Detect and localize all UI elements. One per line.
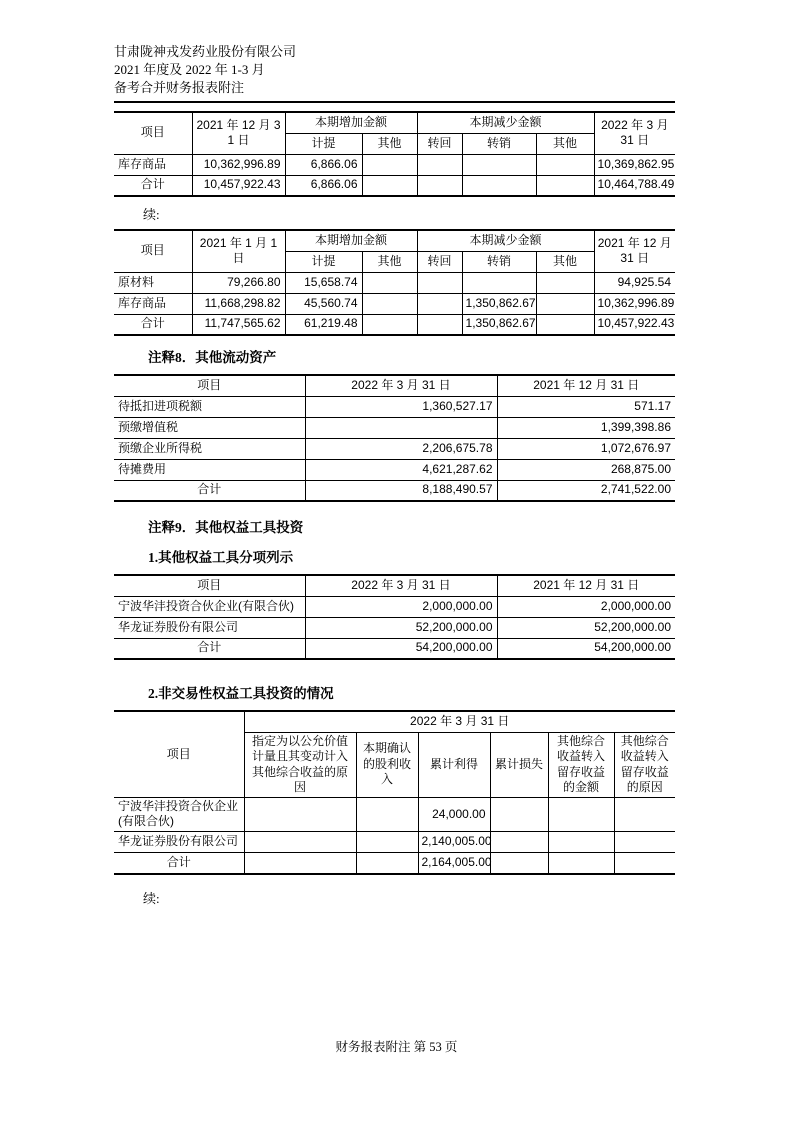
- value-cell: [614, 853, 675, 874]
- value-cell: 15,658.74: [285, 272, 362, 293]
- page-content: [114, 43, 675, 907]
- value-cell: [490, 853, 548, 874]
- table-row: [114, 396, 675, 417]
- value-cell: [417, 272, 462, 293]
- value-cell: [490, 832, 548, 853]
- value-cell: [244, 797, 356, 831]
- header-cell-other: 其他: [362, 251, 417, 272]
- header-cell-oci-reason: 其他综合收益转入留存收益的原因: [614, 732, 675, 797]
- header-cell-increase: 本期增加金额: [285, 112, 417, 133]
- total-label-cell: 合计: [114, 638, 305, 659]
- table-row: [114, 797, 675, 831]
- value-cell: 52,200,000.00: [497, 617, 675, 638]
- value-cell: [362, 154, 417, 175]
- value-cell: [548, 797, 614, 831]
- value-cell: [536, 175, 594, 196]
- table-row: [114, 617, 675, 638]
- value-cell: [362, 175, 417, 196]
- value-cell: 1,072,676.97: [497, 438, 675, 459]
- header-cell-prior: 2021 年 12 月 31 日: [497, 375, 675, 396]
- value-cell: [244, 832, 356, 853]
- table-row: [114, 832, 675, 853]
- header-cell-gain: 累计利得: [418, 732, 490, 797]
- header-cell-closing: 2022 年 3 月 31 日: [594, 112, 675, 154]
- value-cell: 6,866.06: [285, 175, 362, 196]
- header-cell-other: 其他: [536, 251, 594, 272]
- value-cell: [548, 832, 614, 853]
- value-cell: 61,219.48: [285, 314, 362, 335]
- value-cell: [548, 853, 614, 874]
- header-cell-opening: 2021 年 12 月 31 日: [192, 112, 285, 154]
- item-cell: 预缴企业所得税: [114, 438, 305, 459]
- header-cell-designation-reason: 指定为以公允价值计量且其变动计入其他综合收益的原因: [244, 732, 356, 797]
- table-row: [114, 438, 675, 459]
- value-cell: 24,000.00: [418, 797, 490, 831]
- value-cell: [536, 154, 594, 175]
- header-cell-reversal: 转回: [417, 251, 462, 272]
- value-cell: [462, 272, 536, 293]
- header-cell-item: 项目: [114, 112, 192, 154]
- value-cell: [356, 797, 418, 831]
- total-label-cell: 合计: [114, 853, 244, 874]
- table-row: [114, 272, 675, 293]
- header-cell-accrual: 计提: [285, 251, 362, 272]
- value-cell: 1,399,398.86: [497, 417, 675, 438]
- value-cell: 52,200,000.00: [305, 617, 497, 638]
- header-cell-item: 项目: [114, 711, 244, 797]
- table-header-row: [114, 230, 675, 251]
- value-cell: 2,741,522.00: [497, 480, 675, 501]
- value-cell: 10,362,996.89: [192, 154, 285, 175]
- note9-sub2-heading: 2.非交易性权益工具投资的情况: [148, 686, 334, 701]
- header-cell-item: 项目: [114, 375, 305, 396]
- item-cell: 预缴增值税: [114, 417, 305, 438]
- note9-heading: 注释9．其他权益工具投资: [148, 520, 304, 535]
- item-cell: 库存商品: [114, 154, 192, 175]
- value-cell: 11,668,298.82: [192, 293, 285, 314]
- value-cell: 571.17: [497, 396, 675, 417]
- value-cell: 2,000,000.00: [305, 596, 497, 617]
- table-row: [114, 293, 675, 314]
- total-label-cell: 合计: [114, 175, 192, 196]
- header-cell-prior: 2021 年 12 月 31 日: [497, 575, 675, 596]
- value-cell: [362, 314, 417, 335]
- inventory-provision-table-current: [114, 111, 675, 197]
- note8-heading: 注释8．其他流动资产: [148, 350, 277, 365]
- header-cell-accrual: 计提: [285, 133, 362, 154]
- page-footer: 财务报表附注 第 53 页: [335, 1040, 458, 1054]
- value-cell: 10,464,788.49: [594, 175, 675, 196]
- value-cell: 45,560.74: [285, 293, 362, 314]
- value-cell: 54,200,000.00: [497, 638, 675, 659]
- continued-label: 续:: [143, 207, 160, 222]
- value-cell: 10,362,996.89: [594, 293, 675, 314]
- value-cell: 1,350,862.67: [462, 293, 536, 314]
- value-cell: 268,875.00: [497, 459, 675, 480]
- non-trading-equity-investments-table: [114, 710, 675, 875]
- header-cell-loss: 累计损失: [490, 732, 548, 797]
- header-cell-item: 项目: [114, 230, 192, 272]
- table-row: [114, 596, 675, 617]
- value-cell: 10,457,922.43: [192, 175, 285, 196]
- header-cell-increase: 本期增加金额: [285, 230, 417, 251]
- value-cell: 54,200,000.00: [305, 638, 497, 659]
- period-line: 2021 年度及 2022 年 1-3 月: [114, 62, 265, 77]
- other-equity-investments-table: [114, 574, 675, 660]
- value-cell: [490, 797, 548, 831]
- value-cell: 2,140,005.00: [418, 832, 490, 853]
- value-cell: [462, 175, 536, 196]
- table-row: [114, 459, 675, 480]
- table-total-row: [114, 175, 675, 196]
- note9-sub1-heading: 1.其他权益工具分项列示: [148, 550, 294, 565]
- header-cell-decrease: 本期减少金额: [417, 112, 594, 133]
- value-cell: [356, 853, 418, 874]
- value-cell: 8,188,490.57: [305, 480, 497, 501]
- value-cell: 10,369,862.95: [594, 154, 675, 175]
- header-cell-current: 2022 年 3 月 31 日: [305, 575, 497, 596]
- value-cell: [417, 175, 462, 196]
- header-cell-reversal: 转回: [417, 133, 462, 154]
- value-cell: 6,866.06: [285, 154, 362, 175]
- value-cell: [614, 797, 675, 831]
- value-cell: [305, 417, 497, 438]
- value-cell: [536, 314, 594, 335]
- value-cell: [362, 293, 417, 314]
- value-cell: [614, 832, 675, 853]
- header-cell-oci-amount: 其他综合收益转入留存收益的金额: [548, 732, 614, 797]
- header-cell-writeoff: 转销: [462, 251, 536, 272]
- doc-title: 备考合并财务报表附注: [114, 80, 245, 95]
- item-cell: 华龙证券股份有限公司: [114, 617, 305, 638]
- item-cell: 待抵扣进项税额: [114, 396, 305, 417]
- item-cell: 宁波华沣投资合伙企业(有限合伙): [114, 596, 305, 617]
- header-cell-decrease: 本期减少金额: [417, 230, 594, 251]
- value-cell: [417, 314, 462, 335]
- item-cell: 华龙证券股份有限公司: [114, 832, 244, 853]
- header-cell-item: 项目: [114, 575, 305, 596]
- table-header-row: [114, 575, 675, 596]
- item-cell: 库存商品: [114, 293, 192, 314]
- header-cell-current: 2022 年 3 月 31 日: [305, 375, 497, 396]
- table-total-row: [114, 480, 675, 501]
- table-header-row: [114, 375, 675, 396]
- header-cell-writeoff: 转销: [462, 133, 536, 154]
- continued-label: 续:: [143, 890, 160, 906]
- header-cell-period: 2022 年 3 月 31 日: [244, 711, 675, 732]
- table-total-row: [114, 314, 675, 335]
- value-cell: 11,747,565.62: [192, 314, 285, 335]
- value-cell: 2,164,005.00: [418, 853, 490, 874]
- header-cell-dividend: 本期确认的股利收入: [356, 732, 418, 797]
- header-cell-other: 其他: [362, 133, 417, 154]
- header-cell-opening: 2021 年 1 月 1 日: [192, 230, 285, 272]
- table-total-row: [114, 853, 675, 874]
- value-cell: [417, 293, 462, 314]
- value-cell: 79,266.80: [192, 272, 285, 293]
- total-label-cell: 合计: [114, 314, 192, 335]
- value-cell: [362, 272, 417, 293]
- table-row: [114, 154, 675, 175]
- table-header-row: [114, 112, 675, 133]
- item-cell: 待摊费用: [114, 459, 305, 480]
- inventory-provision-table-prior: [114, 229, 675, 336]
- value-cell: [536, 293, 594, 314]
- table-row: [114, 417, 675, 438]
- table-total-row: [114, 638, 675, 659]
- header-cell-other: 其他: [536, 133, 594, 154]
- company-name: 甘肃陇神戎发药业股份有限公司: [114, 44, 297, 59]
- header-cell-closing: 2021 年 12 月 31 日: [594, 230, 675, 272]
- value-cell: [417, 154, 462, 175]
- value-cell: [244, 853, 356, 874]
- value-cell: 10,457,922.43: [594, 314, 675, 335]
- value-cell: [536, 272, 594, 293]
- table-header-row: [114, 711, 675, 732]
- item-cell: 宁波华沣投资合伙企业(有限合伙): [114, 797, 244, 831]
- doc-header: [114, 43, 675, 103]
- other-current-assets-table: [114, 374, 675, 502]
- value-cell: 94,925.54: [594, 272, 675, 293]
- value-cell: 1,350,862.67: [462, 314, 536, 335]
- value-cell: 2,206,675.78: [305, 438, 497, 459]
- value-cell: 4,621,287.62: [305, 459, 497, 480]
- value-cell: 2,000,000.00: [497, 596, 675, 617]
- value-cell: [462, 154, 536, 175]
- item-cell: 原材料: [114, 272, 192, 293]
- value-cell: 1,360,527.17: [305, 396, 497, 417]
- value-cell: [356, 832, 418, 853]
- total-label-cell: 合计: [114, 480, 305, 501]
